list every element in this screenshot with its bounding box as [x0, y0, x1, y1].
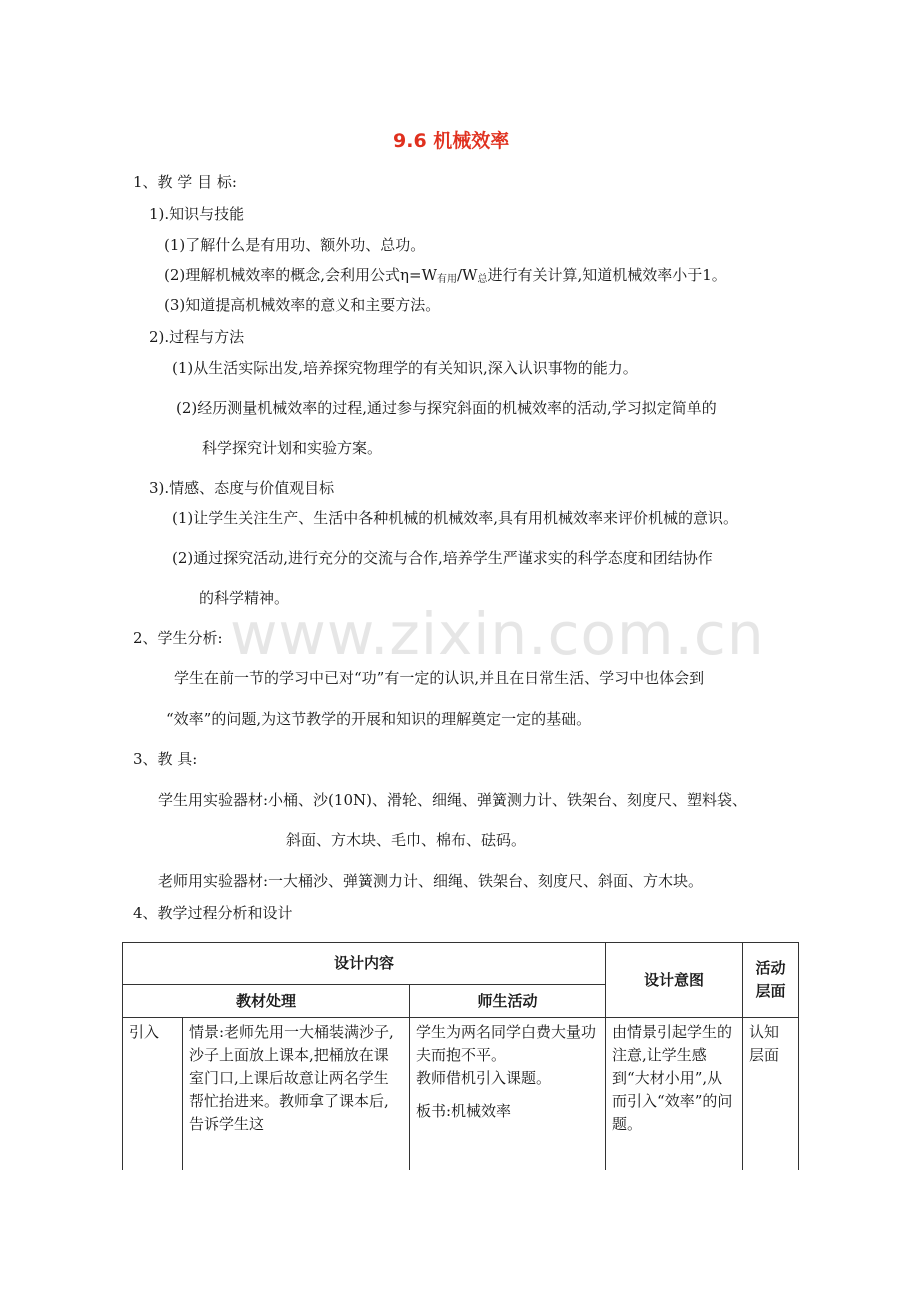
objective-3-1: (1)让学生关注生产、生活中各种机械的机械效率,具有用机械效率来评价机械的意识。 [172, 509, 739, 527]
header-design-content: 设计内容 [123, 943, 606, 985]
objective-1-2-text-c: 进行有关计算,知道机械效率小于1。 [487, 266, 727, 284]
objective-1-1: (1)了解什么是有用功、额外功、总功。 [164, 236, 426, 254]
objective-3-2-line-1: (2)通过探究活动,进行充分的交流与合作,培养学生严谨求实的科学态度和团结协作 [172, 549, 713, 567]
cell-intent: 由情景引起学生的注意,让学生感到“大材小用”,从而引入“效率”的问题。 [606, 1018, 743, 1171]
subscript-useful: 有用 [437, 274, 457, 285]
cell-activity [410, 1018, 606, 1171]
objective-1-3: (3)知道提高机械效率的意义和主要方法。 [164, 296, 441, 314]
subsection-1-heading: 1).知识与技能 [149, 205, 245, 223]
header-teacher-student-activity: 师生活动 [410, 985, 606, 1018]
cell-level: 认知层面 [743, 1018, 799, 1171]
activity-line-2: 教师借机引入课题。 [416, 1069, 552, 1087]
objective-1-2 [164, 264, 727, 285]
objective-2-1: (1)从生活实际出发,培养探究物理学的有关知识,深入认识事物的能力。 [172, 359, 638, 377]
teacher-equipment: 老师用实验器材:一大桶沙、弹簧测力计、细绳、铁架台、刻度尺、斜面、方木块。 [158, 872, 704, 890]
objective-2-2-line-2: 科学探究计划和实验方案。 [202, 439, 383, 457]
objective-2-2-line-1: (2)经历测量机械效率的过程,通过参与探究斜面的机械效率的活动,学习拟定简单的 [176, 399, 717, 417]
section-1-heading: 1、教 学 目 标: [133, 173, 237, 191]
cell-material: 情景:老师先用一大桶装满沙子,沙子上面放上课本,把桶放在课室门口,上课后故意让两名学生帮忙抬进来。教师拿了课本后,告诉学生这 [183, 1018, 410, 1171]
watermark: www.zixin.com.cn [230, 600, 765, 668]
section-3-heading: 3、教 具: [133, 750, 198, 768]
student-analysis-line-1: 学生在前一节的学习中已对“功”有一定的认识,并且在日常生活、学习中也体会到 [174, 669, 705, 687]
subsection-3-heading: 3).情感、态度与价值观目标 [149, 479, 335, 497]
teaching-design-table [122, 942, 799, 1170]
header-material-handling: 教材处理 [123, 985, 410, 1018]
subscript-total: 总 [477, 274, 488, 285]
subsection-2-heading: 2).过程与方法 [149, 328, 245, 346]
objective-3-2-line-2: 的科学精神。 [199, 589, 290, 607]
section-4-heading: 4、教学过程分析和设计 [133, 904, 293, 922]
activity-spacer [416, 1090, 599, 1100]
activity-line-3: 板书:机械效率 [416, 1102, 512, 1120]
header-design-intent: 设计意图 [606, 943, 743, 1018]
activity-line-1: 学生为两名同学白费大量功夫而抱不平。 [416, 1023, 597, 1064]
section-2-heading: 2、学生分析: [133, 629, 223, 647]
header-activity-level: 活动层面 [743, 943, 799, 1018]
objective-1-2-text-a: (2)理解机械效率的概念,会利用公式η=W [164, 266, 437, 284]
student-equipment-line-1: 学生用实验器材:小桶、沙(10N)、滑轮、细绳、弹簧测力计、铁架台、刻度尺、塑料袋、 [158, 791, 747, 809]
page-title: 9.6 机械效率 [393, 130, 510, 152]
student-equipment-line-2: 斜面、方木块、毛巾、棉布、砝码。 [286, 831, 527, 849]
student-analysis-line-2: “效率”的问题,为这节教学的开展和知识的理解奠定一定的基础。 [166, 710, 592, 728]
objective-1-2-text-b: /W [457, 266, 478, 284]
cell-stage: 引入 [123, 1018, 183, 1171]
